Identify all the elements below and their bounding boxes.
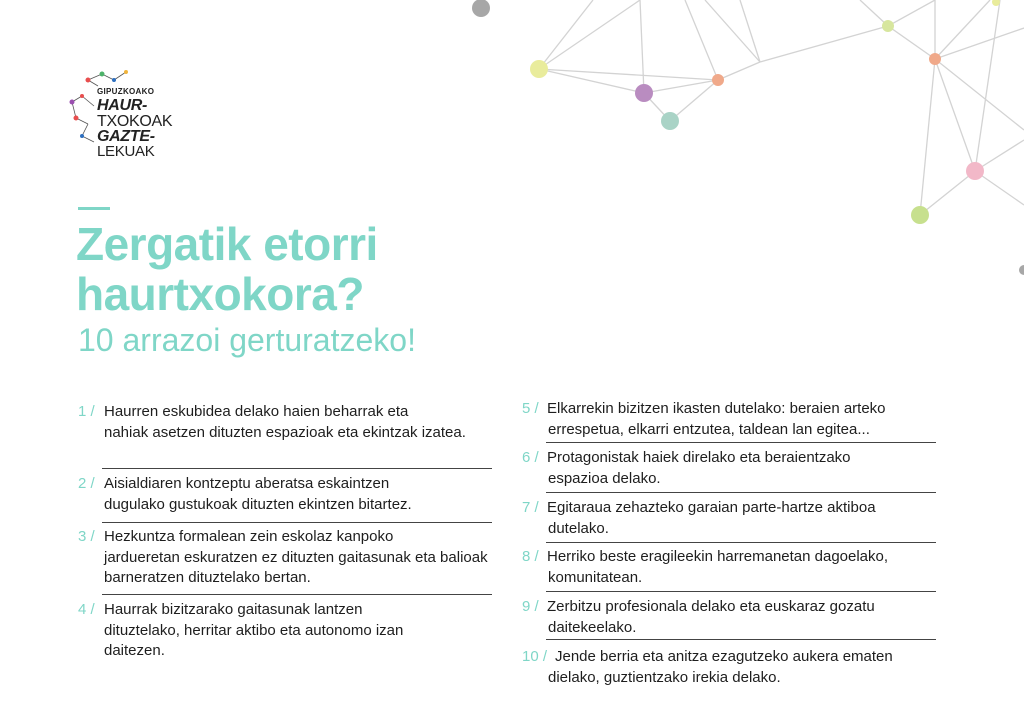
reason-item-1	[78, 402, 498, 443]
reason-text-first-line: Zerbitzu profesionala delako eta euskaraz gozatu	[547, 598, 875, 615]
reason-text-first-line: Haurren eskubidea delako haien beharrak eta	[104, 403, 409, 420]
reason-number: 7 /	[522, 499, 539, 516]
logo	[64, 66, 194, 166]
reason-number: 8 /	[522, 548, 539, 565]
reason-text-first-line: Herriko beste eragileekin harremanetan dagoelako,	[547, 548, 889, 565]
reason-item-4	[78, 600, 498, 662]
divider	[102, 468, 492, 469]
reason-text-first-line: Elkarrekin bizitzen ikasten dutelako: beraien arteko	[547, 400, 886, 417]
divider	[102, 522, 492, 523]
logo-dot	[74, 116, 79, 121]
reason-number: 5 /	[522, 400, 539, 417]
logo-dot	[86, 78, 91, 83]
network-node	[635, 84, 653, 102]
reason-item-3	[78, 527, 498, 589]
page-title	[76, 219, 378, 319]
network-node	[992, 0, 1000, 6]
reason-text-rest: errespetua, elkarri entzutea, taldean lan egitea...	[548, 420, 870, 438]
reason-text-rest: espazioa delako.	[548, 469, 661, 487]
reason-number: 3 /	[78, 528, 95, 545]
reason-item-6	[522, 448, 962, 489]
page-subtitle: 10 arrazoi gerturatzeko!	[78, 322, 416, 358]
reason-item-2	[78, 474, 498, 515]
logo-dot	[80, 134, 84, 138]
divider	[546, 442, 936, 443]
divider	[546, 542, 936, 543]
logo-line: LEKUAK	[97, 143, 155, 160]
reason-item-9	[522, 597, 962, 638]
reason-text-rest: dutelako.	[548, 519, 609, 537]
page-title-line: Zergatik etorri	[76, 218, 378, 270]
network-node	[966, 162, 984, 180]
reason-text-rest: daitekeelako.	[548, 618, 637, 636]
reason-number: 1 /	[78, 403, 95, 420]
network-node	[530, 60, 548, 78]
logo-dot	[112, 78, 116, 82]
network-node	[472, 0, 490, 17]
reason-text-first-line: Jende berria eta anitza ezagutzeko aukera ematen	[555, 648, 893, 665]
divider	[546, 492, 936, 493]
reason-text-first-line: Haurrak bizitzarako gaitasunak lantzen	[104, 601, 363, 618]
logo-region-label: GIPUZKOAKO	[97, 87, 155, 96]
reason-text-rest: jardueretan eskuratzen ez dituzten gaitasunak eta balioak barneratzen dituztelako bertan.	[104, 548, 488, 586]
logo-dot	[80, 94, 84, 98]
reason-item-10	[522, 647, 962, 688]
network-node	[712, 74, 724, 86]
title-accent-dash	[78, 207, 110, 210]
network-node	[882, 20, 894, 32]
reason-text-rest: dielako, guztientzako irekia delako.	[548, 668, 781, 686]
divider	[546, 591, 936, 592]
logo-line: GAZTE-	[97, 128, 155, 145]
reason-text-rest: nahiak asetzen dituzten espazioak eta ekintzak izatea.	[104, 423, 466, 441]
reason-number: 9 /	[522, 598, 539, 615]
logo-dot	[124, 70, 128, 74]
page-title-line: haurtxokora?	[76, 268, 364, 320]
logo-line: HAUR-	[97, 97, 148, 114]
reason-text-first-line: Protagonistak haiek direlako eta beraientzako	[547, 449, 851, 466]
divider	[102, 594, 492, 595]
network-node	[661, 112, 679, 130]
divider	[546, 639, 936, 640]
reason-text-rest: komunitatean.	[548, 568, 643, 586]
logo-dot	[70, 100, 75, 105]
reason-number: 4 /	[78, 601, 95, 618]
reason-text-rest: dituztelako, herritar aktibo eta autonomo izan daitezen.	[104, 621, 404, 659]
reason-number: 10 /	[522, 648, 548, 665]
reason-item-8	[522, 547, 962, 588]
network-node	[1019, 265, 1024, 275]
reason-number: 2 /	[78, 475, 95, 492]
reason-number: 6 /	[522, 449, 539, 466]
reason-item-7	[522, 498, 962, 539]
reason-text-first-line: Hezkuntza formalean zein eskolaz kanpoko	[104, 528, 394, 545]
reason-item-5	[522, 399, 962, 440]
logo-dot	[100, 72, 105, 77]
network-node	[929, 53, 941, 65]
network-node	[911, 206, 929, 224]
reason-text-rest: dugulako gustukoak dituzten ekintzen bitartez.	[104, 495, 412, 513]
reason-text-first-line: Egitaraua zehazteko garaian parte-hartze aktiboa	[547, 499, 876, 516]
reason-text-first-line: Aisialdiaren kontzeptu aberatsa eskaintzen	[104, 475, 390, 492]
logo-line: TXOKOAK	[97, 113, 173, 130]
